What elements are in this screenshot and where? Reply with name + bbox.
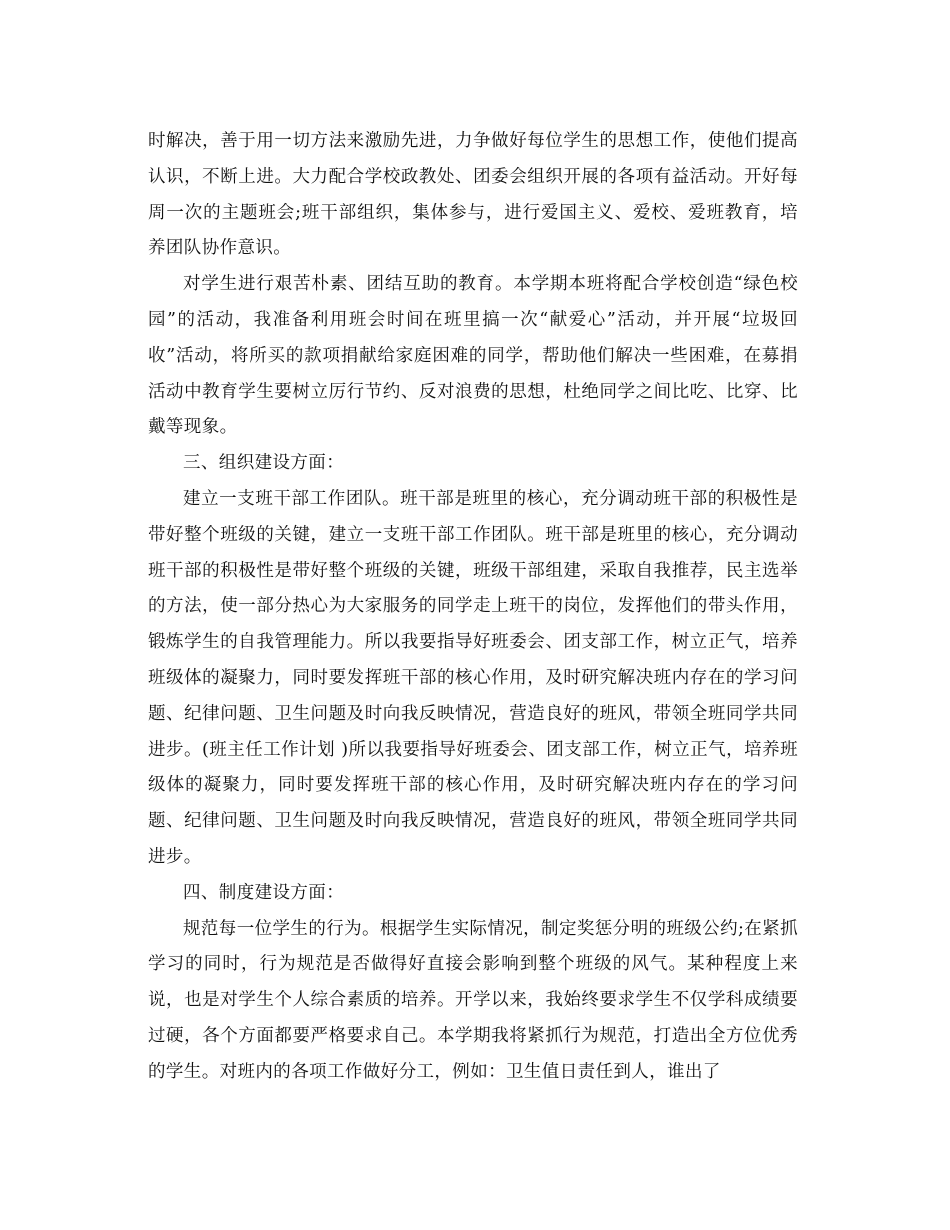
paragraph-frugality-education: 对学生进行艰苦朴素、团结互助的教育。本学期本班将配合学校创造“绿色校园”的活动，我准备利用班会时间在班里搞一次“献爱心”活动，并开展“垃圾回收”活动，将所买的款项捐献给家庭困难的同学，帮助他们解决一些困难，在募捐活动中教育学生要树立厉行节约、反对浪费的思想，杜绝同学之间比吃、比穿、比戴等现象。	[148, 274, 798, 438]
paragraph-continued: 时解决，善于用一切方法来激励先进，力争做好每位学生的思想工作，使他们提高认识，不断上进。大力配合学校政教处、团委会组织开展的各项有益活动。开好每周一次的主题班会;班干部组织，集体参与，进行爱国主义、爱校、爱班教育，培养团队协作意识。	[148, 131, 798, 259]
paragraph-behavior-norms: 规范每一位学生的行为。根据学生实际情况，制定奖惩分明的班级公约;在紧抓学习的同时，行为规范是否做得好直接会影响到整个班级的风气。某种程度上来说，也是对学生个人综合素质的培养。开学以来，我始终要求学生不仅学科成绩要过硬，各个方面都要严格要求自己。本学期我将紧抓行为规范，打造出全方位优秀的学生。对班内的各项工作做好分工，例如：卫生值日责任到人，谁出了	[148, 918, 798, 1082]
section-heading-system: 四、制度建设方面：	[183, 882, 345, 903]
document-body	[148, 124, 798, 1091]
section-heading-organization: 三、组织建设方面：	[183, 453, 345, 474]
paragraph-class-cadre-team: 建立一支班干部工作团队。班干部是班里的核心，充分调动班干部的积极性是带好整个班级的关键，建立一支班干部工作团队。班干部是班里的核心，充分调动班干部的积极性是带好整个班级的关键，班级干部组建，采取自我推荐，民主选举的方法，使一部分热心为大家服务的同学走上班干的岗位，发挥他们的带头作用，锻炼学生的自我管理能力。所以我要指导好班委会、团支部工作，树立正气，培养班级体的凝聚力，同时要发挥班干部的核心作用，及时研究解决班内存在的学习问题、纪律问题、卫生问题及时向我反映情况，营造良好的班风，带领全班同学共同进步。(班主任工作计划 )所以我要指导好班委会、团支部工作，树立正气，培养班级体的凝聚力，同时要发挥班干部的核心作用，及时研究解决班内存在的学习问题、纪律问题、卫生问题及时向我反映情况，营造良好的班风，带领全班同学共同进步。	[148, 488, 798, 867]
